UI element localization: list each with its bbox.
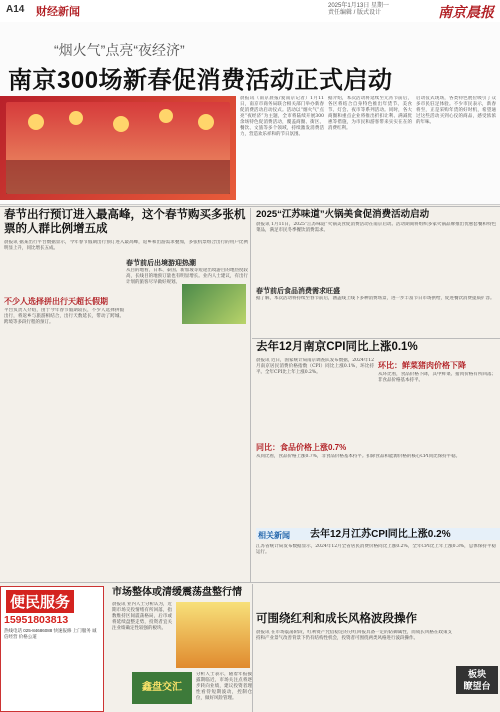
travel-headline: 春节出行预订进入最高峰，这个春节购买多张机票的人群比例增五成 <box>4 209 246 235</box>
divider <box>0 206 500 207</box>
market-text-2: 分析人士表示，随着年报披露期临近，市场关注点将逐步转向业绩，建议投资者理性看待短期波动，控制仓位，做好风险管理。 <box>196 672 252 701</box>
jiangsu-cpi-headline: 去年12月江苏CPI同比上涨0.2% <box>310 529 451 540</box>
lantern-street-illustration <box>6 102 230 194</box>
food-photo <box>182 284 246 324</box>
cpi-headline: 去年12月南京CPI同比上涨0.1% <box>256 341 418 353</box>
editor-text: 责任编辑 / 版式设计 <box>328 10 382 16</box>
cpi-subheading-2: 同比：食品价格上涨0.7% <box>256 443 347 452</box>
jiangsu-cpi-text: 江苏省统计局发布数据显示，2024年12月全省居民消费价格同比上涨0.2%，全年CPI比上年上涨0.3%，总体保持平稳运行。 <box>256 544 496 555</box>
sentiment-text: 晨报讯 在市场震荡阶段，红利资产凭借稳定的分红回报具备一定的防御属性，而成长风格在政策支持和产业景气改善背景下仍有结构性机会，投资者可围绕两类风格进行波段操作。 <box>256 630 452 641</box>
sentiment-headline: 可围绕红利和成长风格波段操作 <box>256 613 417 625</box>
market-banner: 鑫盘交汇 <box>132 672 192 704</box>
hero-title: 南京300场新春促消费活动正式启动 <box>8 67 393 94</box>
cpi-text-3: 从同比看，食品价格上涨0.7%，非食品价格基本持平。扣除食品和能源价格的核心CPI同比保持平稳。 <box>256 454 461 459</box>
date-line <box>328 3 389 17</box>
cpi-subheading-1: 环比：鲜菜猪肉价格下降 <box>378 361 466 370</box>
hotpot-text-1: 晨报讯 1月11日，2025“江苏味道”火锅美食促消费活动在南京启动。活动期间将组织多家火锅品牌推出优惠套餐和特色菜品，满足市民冬季餐饮消费需求。 <box>256 222 496 233</box>
hotpot-text-2: 据了解，本次活动将持续至春节前后，涵盖线上线下多种消费场景，进一步丰富节日市场供给，促进餐饮消费提质扩容。 <box>256 296 495 301</box>
travel-subheading-2: 春节前后出境游迎热潮 <box>126 260 196 267</box>
cpi-text-1: 晨报讯 近日，国家统计局南京调查队发布数据，2024年12月南京居民消费价格指数（CPI）同比上涨0.1%，环比持平。全年CPI比上年上涨0.2%。 <box>256 358 374 375</box>
market-photo <box>176 602 250 668</box>
column-badge: 板块 瞭望台 <box>456 666 498 694</box>
hero-text-col3: 启动仪式现场，各类特色展位吸引了众多市民驻足体验。不少市民表示，新春将至，正是采购年货的好时机，希望通过这些活动买到心仪的商品，感受浓浓的年味。 <box>416 96 496 125</box>
hotpot-headline: 2025“江苏味道”火锅美食促消费活动启动 <box>256 209 430 220</box>
travel-subheading: 不少人选择拼出行天超长假期 <box>4 297 108 306</box>
newspaper-logo: 南京晨报 <box>438 6 494 21</box>
travel-text-2: 平台负责人介绍，由于今年春节假期较长，不少人选择拼假出行，将返乡与旅游相结合，出行天数延长，带动了跨城、跨境等多段行程的预订。 <box>4 308 124 325</box>
ad-title: 便民服务 <box>6 590 74 613</box>
cpi-text-2: 从环比看，食品价格下降，其中鲜菜、猪肉价格有所回落；非食品价格基本持平。 <box>378 372 496 383</box>
ad-phone: 15951803813 <box>4 614 69 626</box>
page-number: A14 <box>6 4 25 15</box>
hero-photo-detail <box>6 102 230 194</box>
hero-text-col1: 晨报讯（南京晨报/爱南京记者）1月11日，南京市商务局联合相关部门举办新春促消费活动启动仪式。活动以“烟火气”点亮“夜经济”为主题，全市将陆续开展300余场特色促消费活动，覆盖商圈、街区、餐饮、文旅等多个领域，持续激发消费活力，营造欢乐祥和的节日氛围。 <box>240 96 324 137</box>
section-title: 财经新闻 <box>36 6 80 18</box>
related-news-label: 相关新闻 <box>258 531 290 540</box>
hero-text-col2: 据介绍，本次活动将延续至元宵节前后，各区将结合自身特色推出年货节、美食节、灯会、夜市等系列活动。同时，各大商圈和重点企业将推出折扣让利、满减优惠等措施，为市民和游客带来实实在在的消费红利。 <box>328 96 412 131</box>
hotpot-subheading: 春节前后食品消费需求旺盛 <box>256 288 340 295</box>
divider <box>252 338 500 339</box>
divider <box>0 582 500 583</box>
column-divider <box>252 584 253 712</box>
market-headline: 市场整体或清缓震荡盘整行情 <box>112 587 242 598</box>
travel-text-1: 晨报讯 据某出行平台数据显示，今年春节假期出行预订进入最高峰，返乡和出游需求叠加，多张机票组合出行的用户比例明显上升，同比增长五成。 <box>4 240 248 251</box>
column-divider <box>250 208 251 582</box>
travel-text-3: 从目的地看，日本、泰国、新加坡等短途出境游目的地热度较高，长线目的地预订量也有明显增长。业内人士建议，有出行计划的旅客尽早做好规划。 <box>126 268 248 285</box>
ad-text: 热线电话 025-84686088 快速报修 上门服务 诚信经营 价格公道 <box>4 628 97 639</box>
date-text: 2025年1月13日 星期一 <box>328 3 390 9</box>
market-text-1: 晨报讯 业内人士分析认为，近期市场交投情绪有所回落，指数维持区间震荡格局，后市或将延续盘整走势，投资者宜关注业绩确定性较强的板块。 <box>112 602 172 631</box>
hero-subtitle: “烟火气”点亮“夜经济” <box>54 42 185 58</box>
